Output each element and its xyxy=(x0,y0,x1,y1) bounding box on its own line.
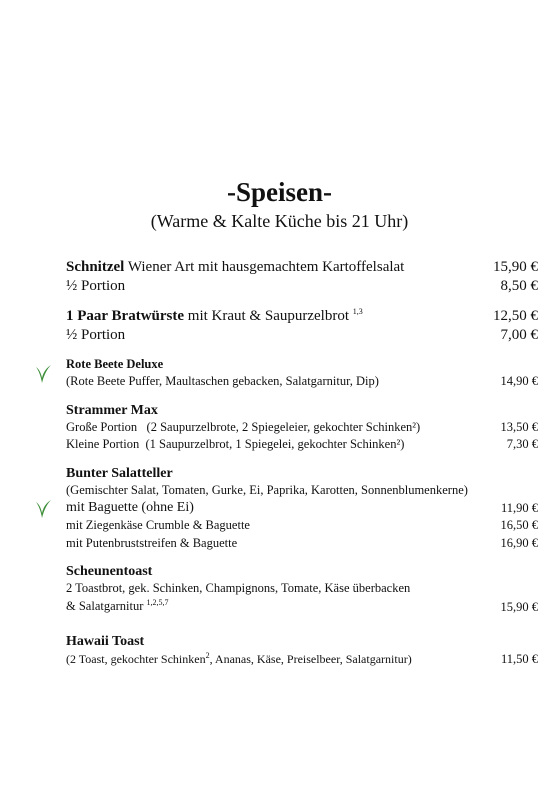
item-name-salatteller: Bunter Salatteller xyxy=(66,466,173,481)
item-name-hawaii-toast: Hawaii Toast xyxy=(66,634,145,649)
item-description-cont xyxy=(66,599,169,614)
menu-item-bratwurst xyxy=(66,308,363,325)
vegetarian-leaf-icon xyxy=(34,363,52,385)
small-portion-description: Kleine Portion (1 Saupurzelbrot, 1 Spiegelei, gekochter Schinken²) xyxy=(66,437,405,451)
menu-item-schnitzel xyxy=(66,259,404,276)
vegetarian-leaf-icon xyxy=(34,498,52,520)
option-ziegenkaese: mit Ziegenkäse Crumble & Baguette xyxy=(66,518,250,532)
allergen-codes: 2 xyxy=(205,651,210,660)
small-portion-price: 7,30 € xyxy=(506,437,538,451)
item-price: 12,50 € xyxy=(493,308,538,324)
half-portion-label: ½ Portion xyxy=(66,278,126,294)
item-description-text: & Salatgarnitur xyxy=(66,599,147,613)
item-name-scheunentoast: Scheunentoast xyxy=(66,564,153,579)
option-putenbrust: mit Putenbruststreifen & Baguette xyxy=(66,536,238,550)
item-description-a: (2 Toast, gekochter Schinken xyxy=(66,652,206,666)
item-description: (Gemischter Salat, Tomaten, Gurke, Ei, Paprika, Karotten, Sonnenblumenkerne) xyxy=(66,483,468,497)
allergen-codes: 1,3 xyxy=(352,307,363,316)
large-portion-description: Große Portion (2 Saupurzelbrote, 2 Spiegeleier, gekochter Schinken²) xyxy=(66,420,421,434)
item-name-strammer-max: Strammer Max xyxy=(66,403,158,418)
item-price: 15,90 € xyxy=(493,259,538,275)
page-title: -Speisen- xyxy=(226,177,332,207)
item-name: Schnitzel xyxy=(66,259,125,275)
item-description xyxy=(66,652,412,667)
half-portion-price: 7,00 € xyxy=(500,327,538,343)
item-name-rote-beete: Rote Beete Deluxe xyxy=(66,357,164,371)
option-putenbrust-price: 16,90 € xyxy=(500,536,538,550)
item-description: 2 Toastbrot, gek. Schinken, Champignons, Tomate, Käse überbacken xyxy=(66,581,411,595)
item-price: 14,90 € xyxy=(500,374,538,388)
item-description: (Rote Beete Puffer, Maultaschen gebacken, Salatgarnitur, Dip) xyxy=(66,374,379,388)
item-description-b: , Ananas, Käse, Preiselbeer, Salatgarnitur) xyxy=(209,652,412,666)
option-baguette: mit Baguette (ohne Ei) xyxy=(66,500,194,515)
page-subtitle: (Warme & Kalte Küche bis 21 Uhr) xyxy=(150,211,409,231)
item-name: 1 Paar Bratwürste xyxy=(66,308,185,324)
option-baguette-price: 11,90 € xyxy=(500,501,538,515)
item-description: Wiener Art mit hausgemachtem Kartoffelsalat xyxy=(124,259,405,275)
option-ziegenkaese-price: 16,50 € xyxy=(500,518,538,532)
item-description: mit Kraut & Saupurzelbrot xyxy=(184,308,353,324)
half-portion-label: ½ Portion xyxy=(66,327,126,343)
half-portion-price: 8,50 € xyxy=(500,278,538,294)
allergen-codes: 1,2,5,7 xyxy=(146,597,169,607)
item-price: 11,50 € xyxy=(500,652,538,666)
large-portion-price: 13,50 € xyxy=(500,420,538,434)
item-price: 15,90 € xyxy=(500,600,538,614)
